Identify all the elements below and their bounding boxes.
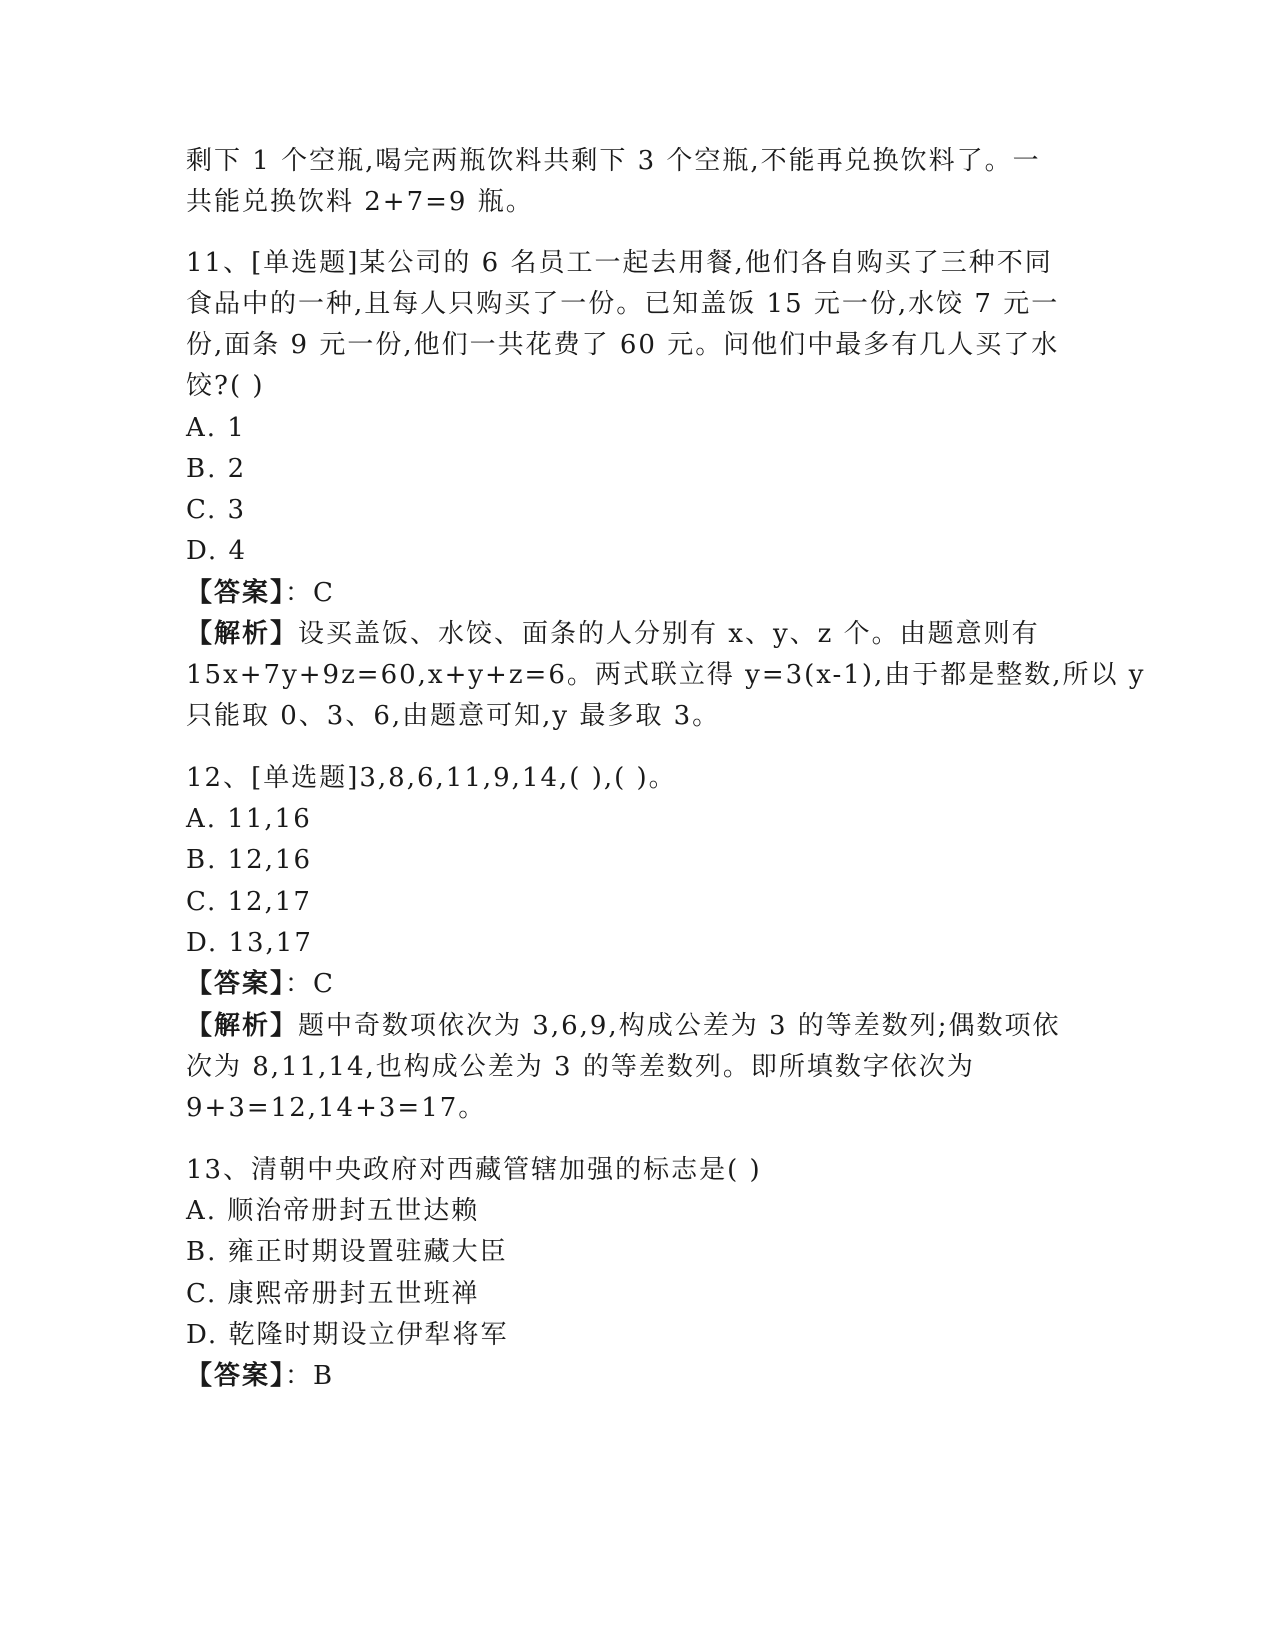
q12-option-c: C. 12,17 [186, 887, 312, 917]
q12-analysis [186, 1008, 1086, 1044]
q11-stem-line: 11、[单选题]某公司的 6 名员工一起去用餐,他们各自购买了三种不同 [186, 248, 1053, 278]
q11-stem-line: 饺?( ) [186, 371, 265, 401]
answer-value: ：C [285, 578, 335, 608]
analysis-label: 【解析】 [186, 1011, 299, 1041]
intro-line: 剩下 1 个空瓶,喝完两瓶饮料共剩下 3 个空瓶,不能再兑换饮料了。一 [186, 146, 1041, 176]
q11-option-a: A. 1 [186, 413, 246, 443]
answer-value: ：B [285, 1361, 335, 1391]
q13-answer [186, 1358, 1086, 1394]
q12-stem-line: 12、[单选题]3,8,6,11,9,14,( ),( )。 [186, 763, 677, 793]
answer-label: 【答案】 [186, 969, 286, 999]
q12-answer [186, 966, 1086, 1002]
q11-stem-line: 份,面条 9 元一份,他们一共花费了 60 元。问他们中最多有几人买了水 [186, 330, 1060, 360]
q11-answer [186, 575, 1086, 611]
answer-value: ：C [285, 969, 335, 999]
q11-analysis [186, 616, 1086, 652]
q12-analysis-line: 9+3=12,14+3=17。 [186, 1093, 487, 1123]
q11-analysis-line: 15x+7y+9z=60,x+y+z=6。两式联立得 y=3(x-1),由于都是整数,所以 y [186, 660, 1146, 690]
q12-option-d: D. 13,17 [186, 928, 313, 958]
answer-label: 【答案】 [186, 1361, 286, 1391]
q11-analysis-line: 只能取 0、3、6,由题意可知,y 最多取 3。 [186, 701, 721, 731]
analysis-label: 【解析】 [186, 619, 299, 649]
q13-option-d: D. 乾隆时期设立伊犁将军 [186, 1320, 509, 1350]
q11-option-d: D. 4 [186, 536, 247, 566]
q12-option-b: B. 12,16 [186, 845, 313, 875]
q13-option-c: C. 康熙帝册封五世班禅 [186, 1279, 480, 1309]
q13-option-a: A. 顺治帝册封五世达赖 [186, 1196, 480, 1226]
q12-option-a: A. 11,16 [186, 804, 312, 834]
q11-stem-line: 食品中的一种,且每人只购买了一份。已知盖饭 15 元一份,水饺 7 元一 [186, 289, 1060, 319]
q11-option-c: C. 3 [186, 495, 247, 525]
answer-label: 【答案】 [186, 578, 286, 608]
analysis-text: 题中奇数项依次为 3,6,9,构成公差为 3 的等差数列;偶数项依 [298, 1011, 1061, 1041]
q11-option-b: B. 2 [186, 454, 247, 484]
intro-line: 共能兑换饮料 2+7=9 瓶。 [186, 187, 534, 217]
analysis-text: 设买盖饭、水饺、面条的人分别有 x、y、z 个。由题意则有 [298, 619, 1040, 649]
q13-option-b: B. 雍正时期设置驻藏大臣 [186, 1237, 508, 1267]
q12-analysis-line: 次为 8,11,14,也构成公差为 3 的等差数列。即所填数字依次为 [186, 1052, 975, 1082]
q13-stem-line: 13、清朝中央政府对西藏管辖加强的标志是( ) [186, 1155, 762, 1185]
